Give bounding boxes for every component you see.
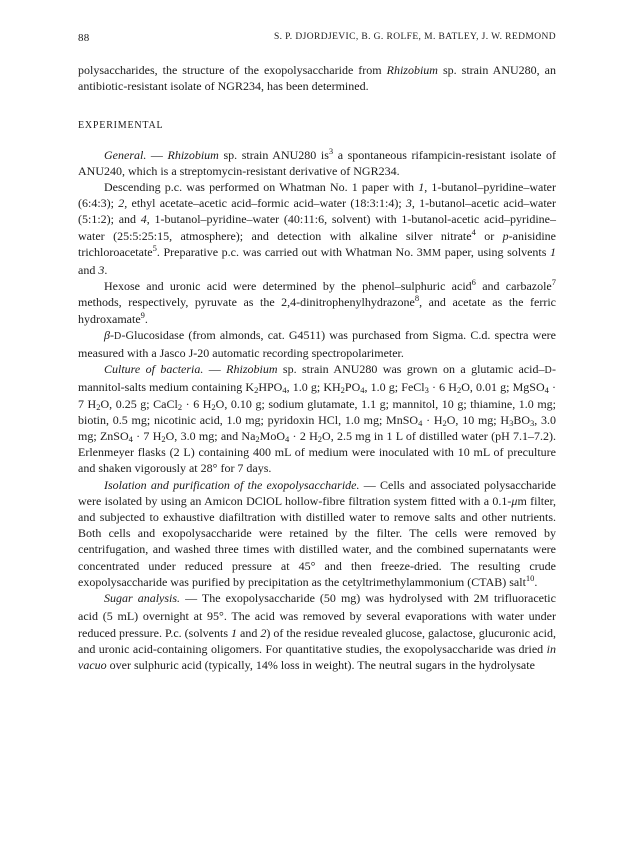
text-run: and [237, 625, 261, 640]
text-run: O, 0.25 g; CaCl [100, 396, 178, 411]
subscript: 4 [360, 385, 365, 396]
text-run: — [359, 477, 380, 492]
running-head: S. P. DJORDJEVIC, B. G. ROLFE, M. BATLEY, J. W. REDMOND [273, 32, 556, 42]
text-run: — [180, 591, 202, 606]
text-run: PO [344, 380, 361, 395]
glucosidase-paragraph [78, 327, 556, 361]
text-run: -mannitol-salts medium containing K [78, 362, 556, 395]
text-run: — [203, 362, 227, 377]
text-run: . Preparative p.c. was carried out with Whatman No. 3 [156, 244, 423, 259]
subscript: 2 [456, 385, 462, 396]
text-run: BO [513, 412, 530, 427]
italic-prefix: p [502, 228, 509, 243]
text-run: · H [422, 412, 443, 427]
subscript: 2 [340, 385, 345, 396]
solvent-number: 1 [418, 180, 425, 195]
text-run: — [146, 147, 168, 162]
article-body [78, 62, 556, 673]
intro-paragraph [78, 62, 556, 94]
text-run: , 1.0 g; KH [286, 380, 341, 395]
subscript: 3 [529, 417, 535, 428]
text-run: sp. strain ANU280 is [218, 147, 329, 162]
page-number: 88 [78, 32, 90, 44]
text-run: , 1-butanol–pyridine–water (40:11:6, solvent) with 1-butanol-acetic acid–pyridine–water (25:5:25:15, atmosphere); and detection with alkaline silver nitrate [78, 212, 556, 243]
subscript: 2 [161, 434, 166, 445]
solvent-number: 1 [231, 625, 238, 640]
citation-ref: 9 [140, 309, 145, 320]
text-run: a spontaneous rifampicin-resistant isolate of ANU240, which is a streptomycin-resistant derivative of NGR234. [78, 147, 557, 178]
section-heading: EXPERIMENTAL [78, 120, 164, 132]
citation-ref: 3 [328, 145, 334, 156]
text-run: , 1-butanol–pyridine–water (6:4:3); [78, 180, 556, 211]
isolation-paragraph [78, 477, 556, 590]
subscript: 4 [282, 385, 287, 396]
text-run: - [109, 327, 114, 342]
text-run: . [534, 574, 538, 589]
text-run: O, 0.01 g; MgSO [461, 380, 545, 395]
text-run: sp. strain ANU280 was grown on a glutamic acid– [277, 362, 545, 377]
text-run: paper, using solvents [441, 244, 550, 259]
genus-name: Rhizobium [386, 63, 438, 77]
text-run: methods, respectively, pyruvate as the 2,4-dinitrophenylhydrazone [78, 295, 415, 310]
text-run: , 1.0 g; FeCl [364, 380, 425, 395]
text-run: O, 10 mg; H [446, 412, 510, 427]
text-run: m filter, and subjected to exhaustive diafiltration with distilled water to remove salts and other nutrients. Both cells and exopolysaccharide were retained by the filter. The cells were removed by centrifugation, and washed three times with distilled water, and the combined supernatants were concentrated under reduced pressure at 45° and then freeze-dried. The resulting crude exopolysaccharide was purified by precipitation as the cetyltrimethylammonium (CTAB) salt [78, 493, 556, 589]
pc-paragraph [78, 179, 556, 278]
citation-ref: 5 [152, 242, 157, 253]
citation-ref: 10 [525, 572, 535, 583]
text-run: · 6 H [182, 396, 212, 411]
text-run: Hexose and uronic acid were determined by the phenol–sulphuric acid [104, 279, 472, 294]
subscript: 2 [255, 434, 260, 445]
small-caps-run: D [544, 365, 552, 377]
solvent-number: 3 [405, 196, 412, 211]
text-run: over sulphuric acid (typically, 14% loss in weight). The neutral sugars in the hydrolysate [106, 657, 535, 672]
text-run: HPO [258, 380, 283, 395]
text-run: polysaccharides, the structure of the exopolysaccharide from [78, 63, 387, 77]
citation-ref: 7 [551, 277, 557, 288]
genus-name: Rhizobium [226, 362, 278, 377]
subscript: 2 [254, 385, 259, 396]
sugar-paragraph [78, 590, 556, 673]
solvent-number: 2 [118, 196, 125, 211]
subscript: 4 [285, 434, 290, 445]
text-run: . [144, 311, 148, 326]
greek-letter: β [104, 327, 110, 342]
text-run: · 7 H [132, 429, 162, 444]
subscript: 2 [96, 401, 101, 412]
text-run: , ethyl acetate–acetic acid–formic acid–water (18:3:1:4); [124, 196, 406, 211]
small-caps-run: D [113, 330, 122, 342]
text-run: . [104, 263, 108, 278]
subscript: 4 [418, 417, 423, 428]
hexose-paragraph [78, 278, 556, 327]
solvent-number: 1 [550, 244, 556, 259]
paragraph-heading: Isolation and purification of the exopolysaccharide. [104, 477, 360, 492]
text-run: O, 0.10 g; sodium glutamate, 1.1 g; mannitol, 10 g; thiamine, 1.0 mg; biotin, 0.5 mg; nicotinic acid, 1.0 mg; pyridoxin HCl, 1.0 mg; MnSO [78, 396, 557, 427]
citation-ref: 6 [471, 277, 476, 288]
solvent-number: 2 [260, 625, 267, 640]
text-run: -anisidine trichloroacetate [78, 228, 556, 259]
paragraph-heading: General. [104, 147, 147, 162]
culture-paragraph [78, 361, 556, 476]
citation-ref: 4 [471, 226, 476, 237]
genus-name: Rhizobium [167, 147, 219, 162]
text-run: Descending p.c. was performed on Whatman No. 1 paper with [104, 180, 419, 195]
subscript: 2 [442, 417, 447, 428]
text-run: The exopolysaccharide (50 mg) was hydrolysed with 2 [201, 591, 480, 606]
subscript: 2 [177, 401, 183, 412]
text-run: -Glucosidase (from almonds, cat. G4511) was purchased from Sigma. C.d. spectra were measured with a Jasco J-20 automatic recording spectropolarimeter. [78, 327, 556, 361]
text-run: , 1-butanol–acetic acid–water (5:1:2); and [78, 196, 557, 227]
text-run: · 6 H [428, 380, 457, 395]
citation-ref: 8 [414, 293, 420, 304]
text-run: trifluoracetic acid (5 mL) overnight at 95°. The acid was removed by several evaporations with water under reduced pressure. P.c. (solvents [78, 591, 556, 640]
small-caps-run: M [479, 594, 489, 606]
text-run: , 3.0 mg; ZnSO [78, 412, 556, 444]
subscript: 2 [317, 434, 323, 445]
subscript: 4 [544, 385, 549, 396]
text-run: sp. strain ANU280, an antibiotic-resistant isolate of NGR234, has been determined. [78, 63, 556, 94]
latin-phrase: in vacuo [78, 641, 556, 672]
text-run: , and acetate as the ferric hydroxamate [78, 295, 556, 326]
page-header [78, 32, 556, 48]
solvent-number: 3 [98, 263, 105, 278]
text-run: and carbazole [475, 279, 552, 294]
text-run: · 7 H [78, 380, 557, 411]
subscript: 3 [509, 417, 514, 428]
subscript: 3 [424, 385, 429, 396]
text-run: or [475, 228, 503, 243]
text-run: Cells and associated polysaccharide were isolated by using an Amicon DClOL hollow-fibre filtration system fitted with a 0.1- [78, 477, 556, 508]
text-run: MoO [259, 429, 286, 444]
small-caps-run: MM [422, 247, 442, 259]
greek-letter: μ [511, 493, 518, 508]
paragraph-heading: Culture of bacteria. [104, 362, 204, 377]
subscript: 4 [128, 434, 133, 445]
paragraph-heading: Sugar analysis. [104, 591, 181, 606]
general-paragraph [78, 147, 556, 179]
solvent-number: 4 [140, 212, 147, 227]
text-run: · 2 H [289, 429, 318, 444]
text-run: O, 2.5 mg in 1 L of distilled water (pH 7.1–7.2). Erlenmeyer flasks (2 L) containing 400 mL of medium were inoculated with 10 mL of preculture and shaken vigorously at 28° for 7 days. [78, 429, 557, 476]
text-run: O, 3.0 mg; and Na [165, 429, 256, 444]
text-run: and [78, 263, 99, 278]
text-run: ) of the residue revealed glucose, galactose, glucuronic acid, and uronic acid-containing oligomers. For quantitative studies, the exopolysaccharide was dried [78, 625, 557, 656]
subscript: 2 [211, 401, 216, 412]
